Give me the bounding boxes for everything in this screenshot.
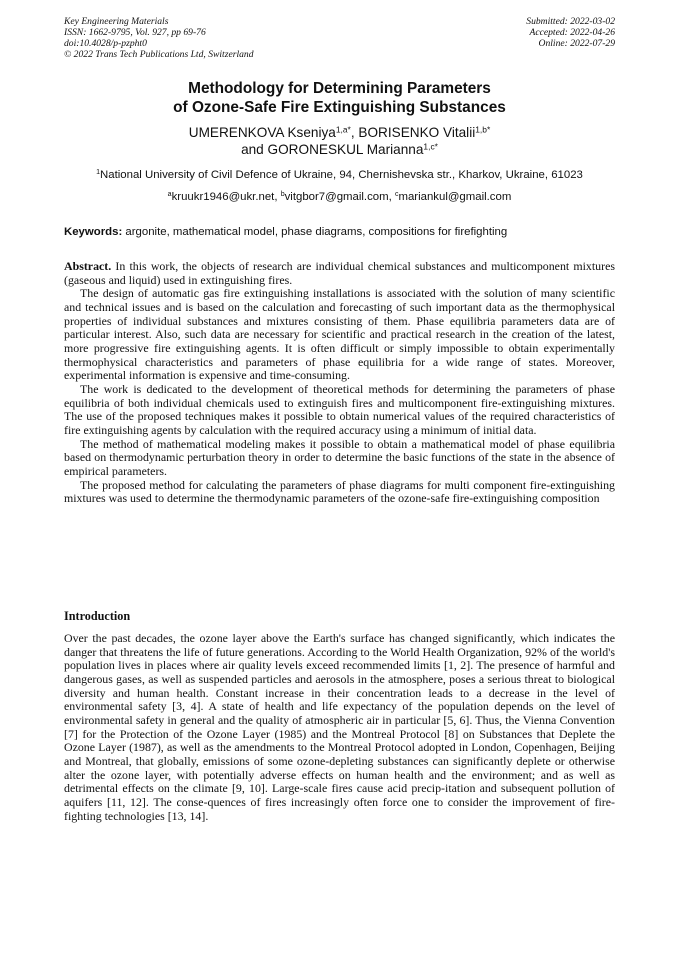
- abstract-paragraph-2: The design of automatic gas fire extinguishing installations is associated with the solution of many scientific and technical issues and is based on the calculation and forecasting of such important data as the thermophysical properties of individual substances and mixtures consisting of them. Phase equilibria parameters data are of particular interest. Also, such data are necessary for scientific and practical research in the creation of the latest, more progressive fire extinguishing agents. It is often difficult or simply impossible to obtain experimentally thermophysical characteristics and parameters of phase equilibria for a wide range of states. Moreover, experimental information is expensive and time-consuming.: [64, 286, 615, 383]
- title-line-2: of Ozone-Safe Fire Extinguishing Substances: [173, 99, 506, 116]
- paper-title: [64, 79, 615, 117]
- author-3-affiliation-mark: 1,c*: [423, 141, 438, 152]
- introduction-heading: Introduction: [64, 609, 131, 623]
- affiliation-text: National University of Civil Defence of Ukraine, 94, Chernishevska str., Kharkov, Ukraine, 61023: [100, 169, 583, 181]
- author-conjunction: and: [241, 142, 264, 157]
- journal-doi: doi:10.4028/p-pzpht0: [64, 38, 147, 49]
- email-c-link[interactable]: mariankul@gmail.com: [398, 191, 512, 203]
- author-emails: [64, 190, 615, 204]
- submission-dates: [395, 16, 615, 49]
- abstract-paragraph-5: The proposed method for calculating the parameters of phase diagrams for multi component fire-extinguishing mixtures was used to determine the thermodynamic parameters of the ozone-safe fire-extinguishing composition: [64, 477, 615, 506]
- title-line-1: Methodology for Determining Parameters: [188, 80, 491, 97]
- journal-copyright: © 2022 Trans Tech Publications Ltd, Switzerland: [64, 49, 254, 60]
- author-list: [64, 124, 615, 158]
- author-1: UMERENKOVA Kseniya: [188, 125, 336, 140]
- abstract: [64, 260, 615, 506]
- author-2: BORISENKO Vitalii: [358, 125, 476, 140]
- author-1-affiliation-mark: 1,a*: [335, 124, 351, 135]
- abstract-paragraph-1-text: In this work, the objects of research are individual chemical substances and multicomponent mixtures (gaseous and liquid) used in extinguishing fires.: [64, 259, 615, 287]
- journal-issn: ISSN: 1662-9795, Vol. 927, pp 69-76: [64, 27, 206, 38]
- abstract-paragraph-3: The work is dedicated to the development of theoretical methods for determining the parameters of phase equilibria of both individual chemicals used to extinguish fires and multicomponent fire-extinguishing mixtures. The use of the proposed techniques makes it possible to obtain numerical values of the required characteristics of fire extinguishing agents by calculation with the required accuracy using a minimum of initial data.: [64, 381, 615, 437]
- journal-name: Key Engineering Materials: [64, 16, 169, 27]
- keywords-text: argonite, mathematical model, phase diagrams, compositions for firefighting: [125, 226, 508, 238]
- abstract-paragraph-4: The method of mathematical modeling makes it possible to obtain a mathematical model of phase equilibria based on thermodynamic perturbation theory in order to determine the basic functions of the state in the absence of empirical parameters.: [64, 436, 615, 478]
- accepted-date: Accepted: 2022-04-26: [529, 27, 615, 38]
- keywords-label: Keywords:: [64, 226, 123, 238]
- author-line-1: UMERENKOVA Kseniya$^{1,a*}$, BORISENKO Vitalii$^{1,b*}$: [188, 124, 491, 140]
- keywords: [64, 225, 615, 239]
- author-3: GORONESKUL Marianna: [267, 142, 424, 157]
- email-a-link[interactable]: kruukr1946@ukr.net,: [171, 191, 278, 203]
- email-c-mark: c: [394, 191, 399, 199]
- email-b-link[interactable]: vitgbor7@gmail.com,: [284, 191, 392, 203]
- abstract-label: Abstract.: [64, 259, 112, 273]
- submitted-date: Submitted: 2022-03-02: [526, 16, 615, 27]
- email-a-mark: a: [167, 191, 172, 199]
- introduction-paragraph: Over the past decades, the ozone layer above the Earth's surface has changed significantly, which indicates the danger that threatens the life of future generations. According to the World Health Organization, 92% of the world's population lives in places where air quality levels exceed recommended limits [1, 2]. The presence of harmful and dangerous gases, as well as suspended particles and aerosols in the atmosphere, poses a serious threat to biological diversity and human health. Constant increase in their concentration leads to a decrease in the level of environmental safety [3, 4]. A state of health and life expectancy of the population depends on the level of environmental safety in general and the quality of atmospheric air in particular [5, 6]. Thus, the Vienna Convention [7] for the Protection of the Ozone Layer (1985) and the Montreal Protocol [8] on Substances that Deplete the Ozone Layer (1987), as well as the amendments to the Montreal Protocol adopted in London, Copenhagen, Beijing and Montreal, that globally, emissions of some ozone-depleting substances can significantly deplete or otherwise alter the ozone layer, with potentially adverse effects on human health and the environment; and as well as detrimental effects on the climate [9, 10]. Large-scale fires cause acid precip-itation and subsequent pollution of aquifers [11, 12]. The conse-quences of fires increasingly often force one to consider the improvement of fire-fighting technologies [13, 14].: [64, 631, 615, 823]
- abstract-paragraph-1: [64, 260, 615, 287]
- journal-info: [64, 16, 384, 60]
- author-2-affiliation-mark: 1,b*: [475, 124, 491, 135]
- author-line-2: [64, 141, 615, 158]
- introduction-section: [64, 632, 615, 823]
- online-date: Online: 2022-07-29: [538, 38, 615, 49]
- affiliation: [64, 168, 615, 182]
- affiliation-mark: 1: [96, 169, 101, 177]
- email-b-mark: b: [280, 191, 285, 199]
